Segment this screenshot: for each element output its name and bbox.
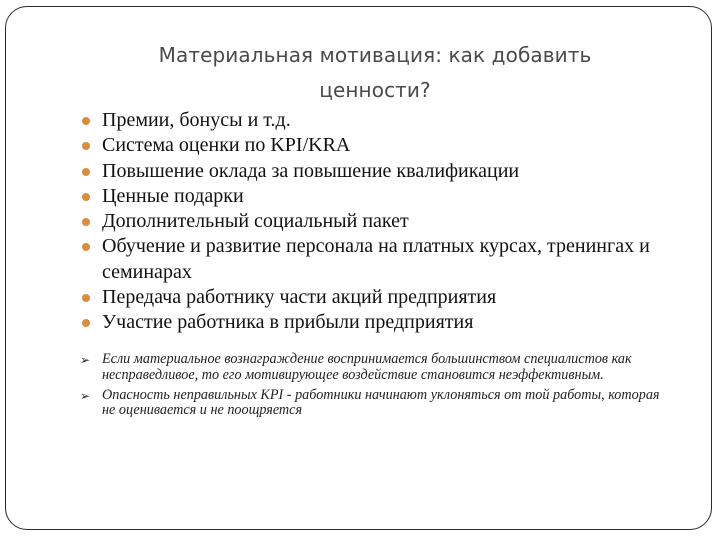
- bullet-item: [78, 159, 698, 184]
- bullet-text: Ценные подарки: [102, 184, 244, 207]
- arrow-bullet-icon: ➢: [80, 388, 91, 403]
- bullet-text: Передача работнику части акций предприятия: [102, 286, 497, 309]
- note-item: [78, 352, 668, 384]
- note-item: [78, 388, 668, 420]
- dot-bullet-icon: [82, 117, 90, 125]
- slide-title: Материальная мотивация: как добавить ценности?: [158, 43, 592, 102]
- bullet-text: Премии, бонусы и т.д.: [102, 109, 291, 131]
- bullet-item: [78, 285, 698, 310]
- bullet-text: Участие работника в прибыли предприятия: [102, 311, 474, 334]
- arrow-bullet-icon: ➢: [80, 353, 91, 367]
- note-text: Если материальное вознаграждение воспринимается большинством специалистов как несправедливое, то его мотивирующее воздействие становится неэффективным.: [102, 351, 632, 383]
- dot-bullet-icon: [82, 319, 90, 327]
- dot-bullet-icon: [82, 142, 90, 150]
- dot-bullet-icon: [82, 193, 90, 201]
- dot-bullet-icon: [82, 243, 90, 251]
- note-list: [78, 352, 668, 423]
- dot-bullet-icon: [82, 168, 90, 176]
- bullet-text: Обучение и развитие персонала на платных курсах, тренингах и семинарах: [102, 235, 650, 283]
- bullet-list: [78, 108, 698, 336]
- note-text: Опасность неправильных KPI - работники начинают уклоняться от той работы, которая не оценивается и не поощряется: [102, 386, 660, 419]
- dot-bullet-icon: [82, 218, 90, 226]
- bullet-item: [78, 184, 698, 209]
- bullet-item: [78, 133, 698, 158]
- bullet-item: [78, 310, 698, 335]
- bullet-text: Повышение оклада за повышение квалификации: [102, 159, 520, 182]
- bullet-text: Дополнительный социальный пакет: [102, 210, 409, 233]
- bullet-item: [78, 108, 698, 133]
- dot-bullet-icon: [82, 294, 90, 302]
- bullet-text: Система оценки по KPI/KRA: [102, 134, 351, 157]
- bullet-item: [78, 209, 698, 234]
- bullet-item: [78, 234, 698, 285]
